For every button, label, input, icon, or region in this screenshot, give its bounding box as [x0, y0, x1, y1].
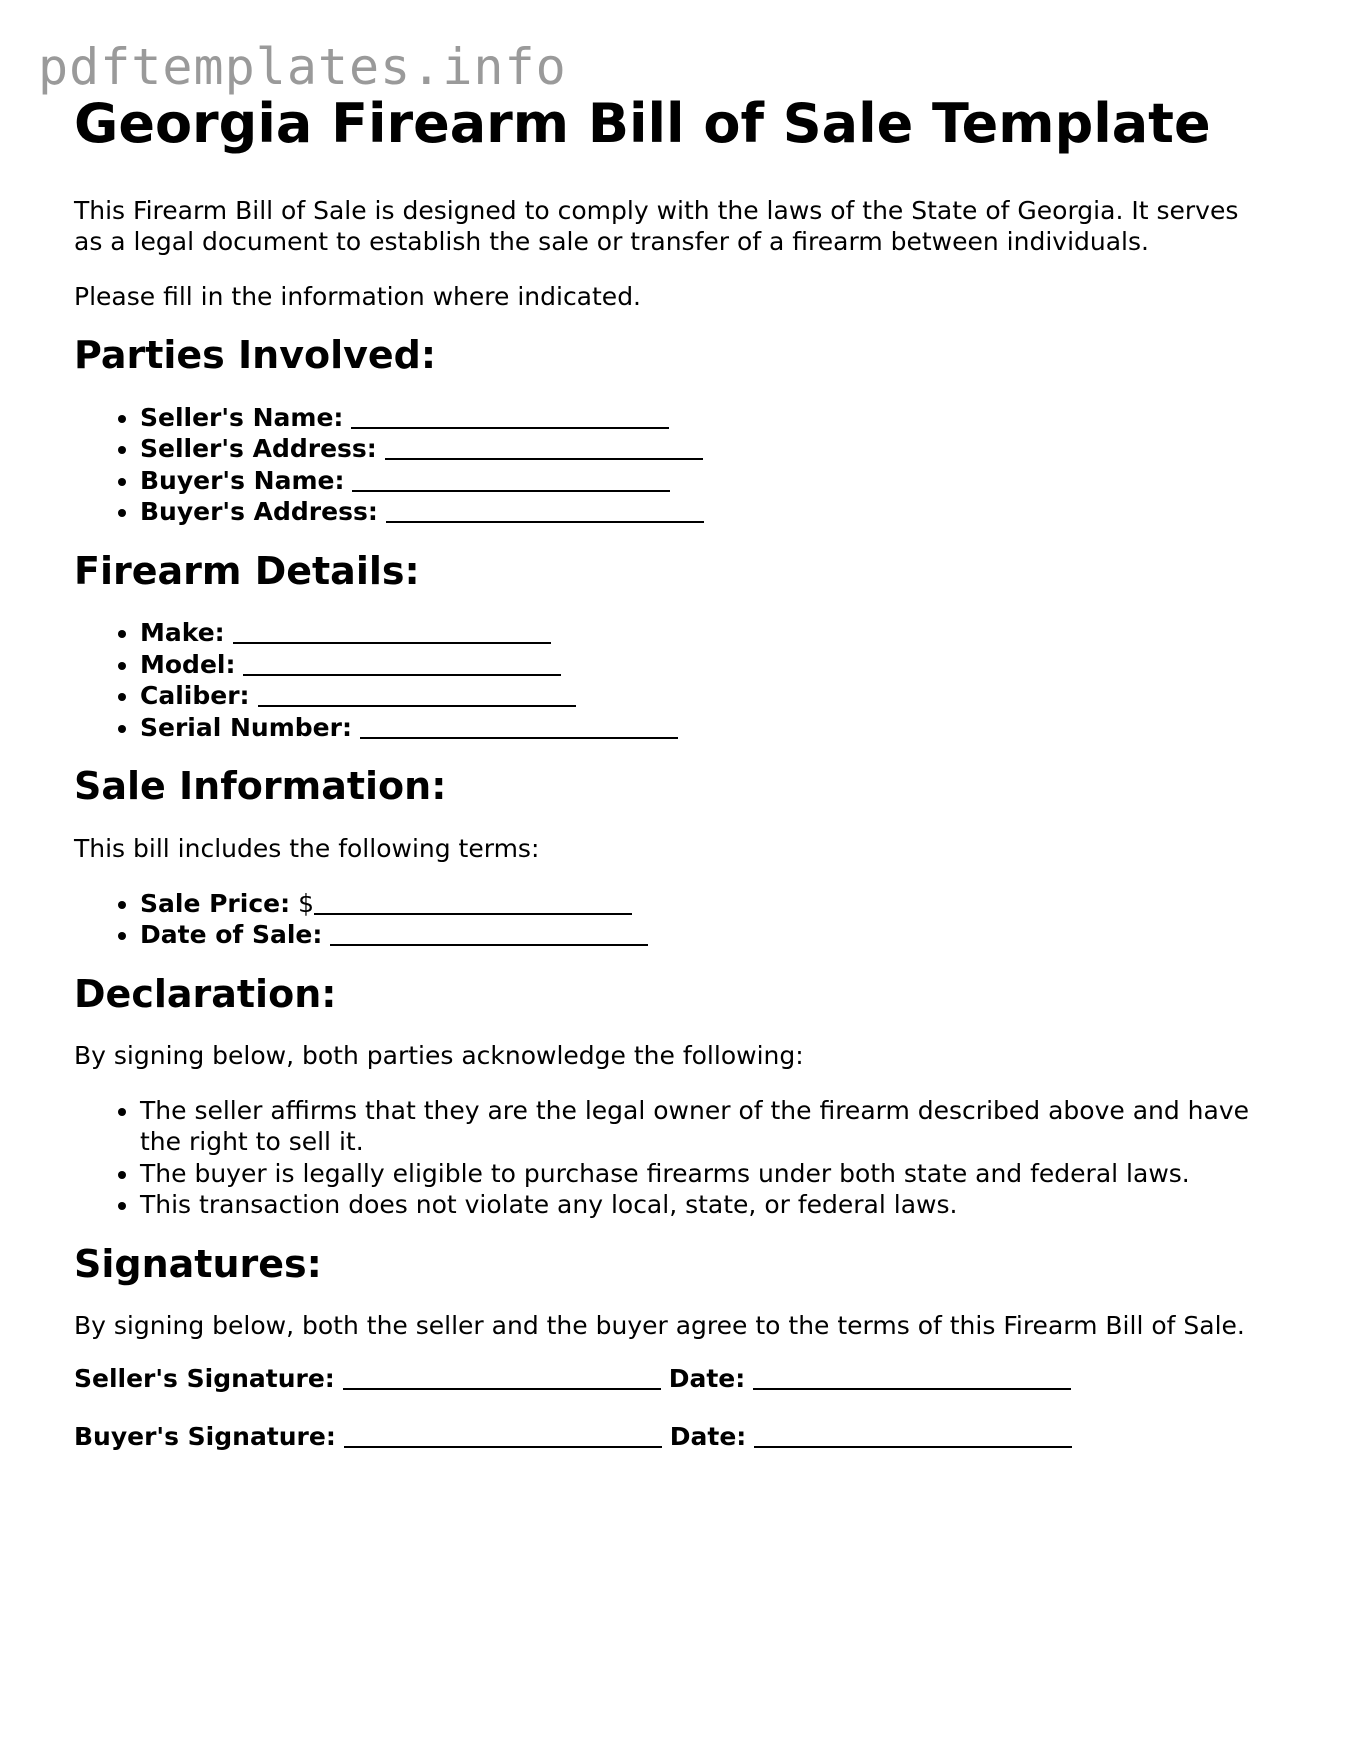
- signatures-heading: Signatures:: [74, 1241, 322, 1286]
- declaration-intro: By signing below, both parties acknowledge the following:: [74, 1041, 804, 1071]
- seller-signature-row: [74, 1363, 1264, 1395]
- firearm-list: [74, 617, 1264, 743]
- watermark: pdftemplates.info: [38, 38, 567, 96]
- sale-price-label: Sale Price:: [140, 888, 291, 918]
- serial-number-field[interactable]: [360, 713, 678, 739]
- buyer-name-label: Buyer's Name:: [140, 465, 345, 495]
- seller-signature-label: Seller's Signature:: [74, 1363, 335, 1393]
- model-label: Model:: [140, 649, 236, 679]
- declaration-item: • The buyer is legally eligible to purchase firearms under both state and federal laws.: [140, 1158, 1264, 1190]
- document-page: [74, 92, 1264, 1453]
- caliber-item: [140, 680, 1264, 712]
- make-field[interactable]: [233, 618, 551, 644]
- page-title: Georgia Firearm Bill of Sale Template: [74, 92, 1211, 155]
- sale-list: [74, 888, 1264, 951]
- instructions-paragraph: Please fill in the information where indicated.: [74, 281, 642, 311]
- make-label: Make:: [140, 618, 225, 648]
- sale-heading: Sale Information:: [74, 764, 447, 809]
- parties-heading: Parties Involved:: [74, 333, 437, 378]
- firearm-heading: Firearm Details:: [74, 548, 420, 593]
- sale-intro: This bill includes the following terms:: [74, 834, 540, 864]
- date-of-sale-label: Date of Sale:: [140, 920, 323, 950]
- seller-address-label: Seller's Address:: [140, 434, 377, 464]
- seller-name-item: [140, 402, 1264, 434]
- seller-date-label: Date:: [668, 1363, 746, 1393]
- parties-list: [74, 402, 1264, 528]
- buyer-date-label: Date:: [669, 1422, 747, 1452]
- intro-paragraph: This Firearm Bill of Sale is designed to comply with the laws of the State of Georgia. It serves as a legal document to establish the sale or transfer of a firearm between individuals.: [74, 195, 1239, 257]
- declaration-item: • The seller affirms that they are the legal owner of the firearm described above and have the right to sell it.: [140, 1095, 1264, 1158]
- buyer-address-field[interactable]: [386, 497, 704, 523]
- model-item: [140, 649, 1264, 681]
- buyer-date-field[interactable]: [754, 1422, 1072, 1448]
- serial-number-item: [140, 712, 1264, 744]
- buyer-signature-row: [74, 1421, 1264, 1453]
- date-of-sale-item: [140, 919, 1264, 951]
- seller-address-field[interactable]: [385, 434, 703, 460]
- sale-price-item: [140, 888, 1264, 920]
- buyer-signature-field[interactable]: [344, 1422, 662, 1448]
- declaration-item: • This transaction does not violate any local, state, or federal laws.: [140, 1189, 1264, 1221]
- declaration-heading: Declaration:: [74, 971, 337, 1016]
- caliber-label: Caliber:: [140, 681, 250, 711]
- seller-name-field[interactable]: [351, 403, 669, 429]
- caliber-field[interactable]: [258, 681, 576, 707]
- dollar-sign: $: [298, 888, 314, 918]
- buyer-address-label: Buyer's Address:: [140, 497, 378, 527]
- buyer-address-item: [140, 496, 1264, 528]
- model-field[interactable]: [243, 650, 561, 676]
- sale-price-field[interactable]: [314, 889, 632, 915]
- make-item: [140, 617, 1264, 649]
- seller-address-item: [140, 433, 1264, 465]
- buyer-signature-label: Buyer's Signature:: [74, 1422, 336, 1452]
- date-of-sale-field[interactable]: [330, 920, 648, 946]
- serial-number-label: Serial Number:: [140, 712, 352, 742]
- signatures-intro: By signing below, both the seller and the buyer agree to the terms of this Firearm Bill of Sale.: [74, 1311, 1245, 1341]
- seller-date-field[interactable]: [753, 1364, 1071, 1390]
- declaration-list: [74, 1095, 1264, 1221]
- seller-name-label: Seller's Name:: [140, 402, 344, 432]
- seller-signature-field[interactable]: [343, 1364, 661, 1390]
- buyer-name-item: [140, 465, 1264, 497]
- buyer-name-field[interactable]: [352, 466, 670, 492]
